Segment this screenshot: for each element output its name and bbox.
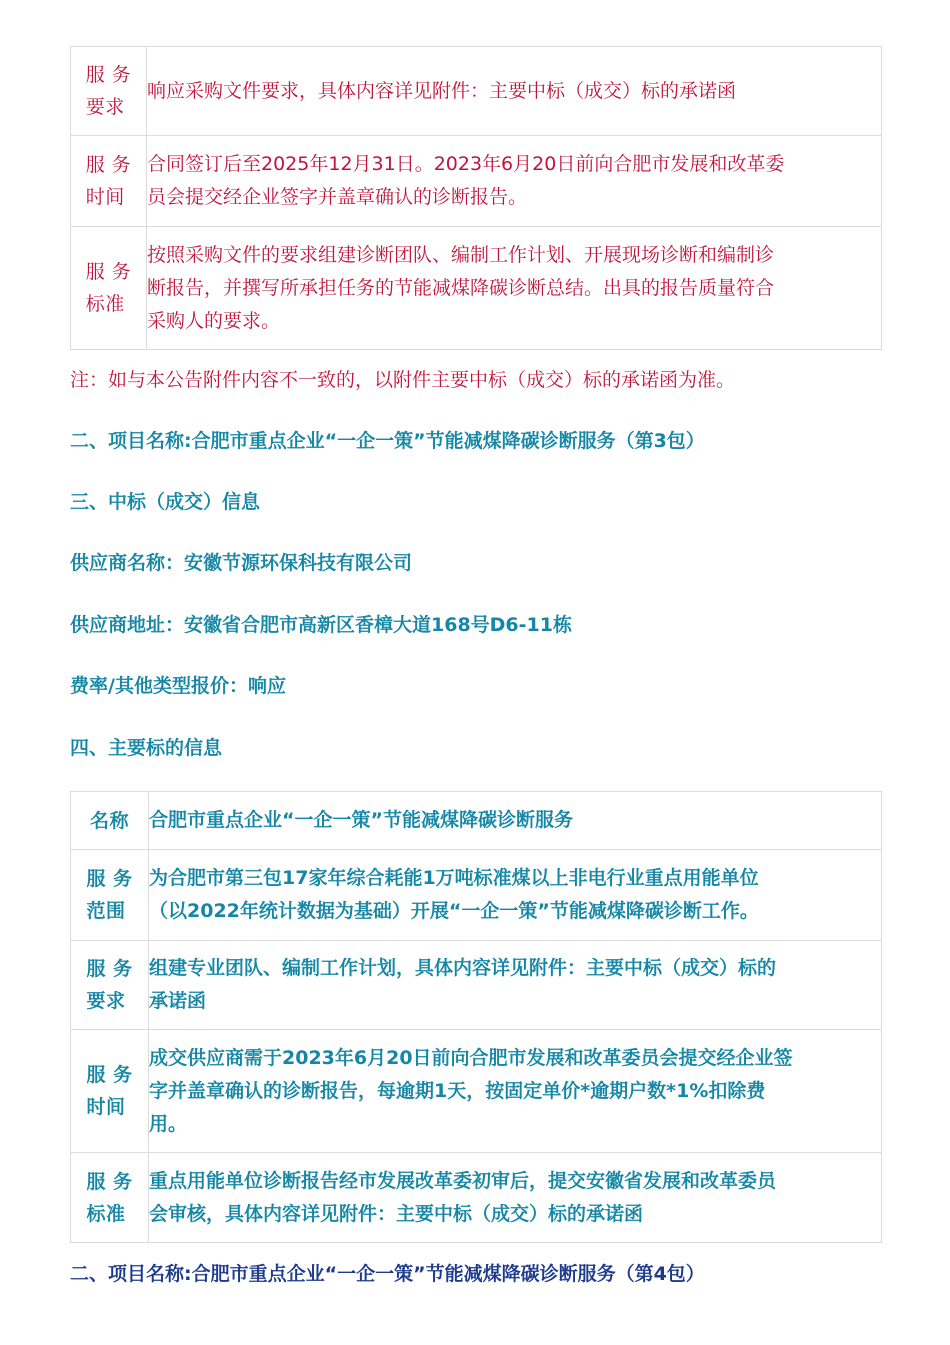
table-row [71, 792, 882, 850]
note-text: 注：如与本公告附件内容不一致的，以附件主要中标（成交）标的承诺函为准。 [70, 369, 736, 391]
row-label: 服 务 要求 [71, 941, 149, 1030]
section-heading-main-subject: 四、主要标的信息 [70, 737, 223, 759]
row-value: 响应采购文件要求，具体内容详见附件：主要中标（成交）标的承诺函 [147, 47, 882, 136]
table-row [71, 227, 882, 350]
row-value: 成交供应商需于2023年6月20日前向合肥市发展和改革委员会提交经企业签 字并盖章确认的诊断报告，每逾期1天，按固定单价*逾期户数*1%扣除费 用。 [149, 1030, 882, 1153]
row-label: 服 务 时间 [71, 1030, 149, 1153]
main-subject-table [70, 791, 882, 1243]
table-row [71, 136, 882, 227]
section-heading-award-info: 三、中标（成交）信息 [70, 491, 261, 513]
table-row [71, 850, 882, 941]
section-heading-next-package: 二、项目名称:合肥市重点企业“一企一策”节能减煤降碳诊断服务（第4包） [70, 1263, 705, 1285]
row-label: 服 务 标准 [71, 227, 147, 350]
row-label: 名称 [71, 792, 149, 850]
row-value: 按照采购文件的要求组建诊断团队、编制工作计划、开展现场诊断和编制诊 断报告，并撰写所承担任务的节能减煤降碳诊断总结。出具的报告质量符合 采购人的要求。 [147, 227, 882, 350]
supplier-address: 供应商地址：安徽省合肥市高新区香樟大道168号D6-11栋 [70, 614, 572, 636]
service-table-1 [70, 46, 882, 350]
row-value: 为合肥市第三包17家年综合耗能1万吨标准煤以上非电行业重点用能单位 （以2022年统计数据为基础）开展“一企一策”节能减煤降碳诊断工作。 [149, 850, 882, 941]
row-label: 服 务 要求 [71, 47, 147, 136]
row-label: 服 务 时间 [71, 136, 147, 227]
row-label: 服 务 范围 [71, 850, 149, 941]
table-row [71, 47, 882, 136]
row-value: 组建专业团队、编制工作计划，具体内容详见附件：主要中标（成交）标的 承诺函 [149, 941, 882, 1030]
row-value: 合同签订后至2025年12月31日。2023年6月20日前向合肥市发展和改革委 员会提交经企业签字并盖章确认的诊断报告。 [147, 136, 882, 227]
table-row [71, 941, 882, 1030]
table-row [71, 1030, 882, 1153]
section-heading-project-name: 二、项目名称:合肥市重点企业“一企一策”节能减煤降碳诊断服务（第3包） [70, 430, 705, 452]
supplier-name: 供应商名称：安徽节源环保科技有限公司 [70, 552, 413, 574]
fee-quote: 费率/其他类型报价：响应 [70, 675, 286, 697]
row-value: 重点用能单位诊断报告经市发展改革委初审后，提交安徽省发展和改革委员 会审核，具体内容详见附件：主要中标（成交）标的承诺函 [149, 1153, 882, 1243]
table-row [71, 1153, 882, 1243]
row-label: 服 务 标准 [71, 1153, 149, 1243]
row-value: 合肥市重点企业“一企一策”节能减煤降碳诊断服务 [149, 792, 882, 850]
